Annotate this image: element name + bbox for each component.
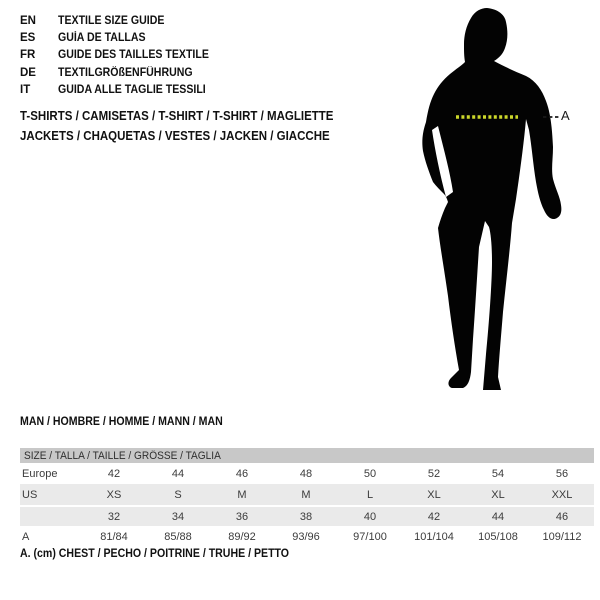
man-silhouette xyxy=(405,6,580,398)
measurement-footnote-text: A. (cm) CHEST / PECHO / POITRINE / TRUHE / PETTO xyxy=(20,548,290,560)
size-table xyxy=(20,448,594,547)
language-row-es xyxy=(20,29,222,46)
language-code: ES xyxy=(20,32,36,45)
size-cell: 46 xyxy=(235,467,249,480)
category-line-jackets xyxy=(20,127,361,147)
size-table-header xyxy=(20,448,594,463)
size-cell: 38 xyxy=(299,510,313,523)
size-cell: 42 xyxy=(107,467,121,480)
measurement-footnote xyxy=(20,548,312,560)
size-cell: L xyxy=(366,488,374,501)
category-label: T-SHIRTS / CAMISETAS / T-SHIRT / T-SHIRT / MAGLIETTE xyxy=(20,109,334,123)
size-cell: XL xyxy=(491,488,505,501)
size-cell: 36 xyxy=(235,510,249,523)
section-heading-text: MAN / HOMBRE / HOMME / MANN / MAN xyxy=(20,416,223,428)
size-cell: S xyxy=(174,488,182,501)
language-row-en xyxy=(20,12,222,29)
size-cell: 54 xyxy=(491,467,505,480)
table-row-europe xyxy=(20,463,594,484)
language-row-de xyxy=(20,64,222,81)
size-cell: 46 xyxy=(555,510,569,523)
language-code: DE xyxy=(20,66,36,79)
size-table-header-text: SIZE / TALLA / TAILLE / GRÖSSE / TAGLIA xyxy=(24,449,221,462)
size-cell: 40 xyxy=(363,510,377,523)
man-silhouette-svg xyxy=(405,6,580,398)
language-title: GUÍA DE TALLAS xyxy=(58,32,146,45)
size-cell: 101/104 xyxy=(414,530,454,543)
size-cell: 109/112 xyxy=(542,530,582,543)
size-cell: 50 xyxy=(363,467,377,480)
language-row-fr xyxy=(20,47,222,64)
size-cell: M xyxy=(237,488,247,501)
size-cell: 34 xyxy=(171,510,185,523)
size-cell: 56 xyxy=(555,467,569,480)
size-cell: XXL xyxy=(551,488,573,501)
language-title: TEXTILE SIZE GUIDE xyxy=(58,14,165,27)
size-cell: XL xyxy=(427,488,441,501)
size-cell: 44 xyxy=(491,510,505,523)
language-title: GUIDE DES TAILLES TEXTILE xyxy=(58,49,209,62)
language-list xyxy=(20,12,222,99)
size-cell: 81/84 xyxy=(100,530,128,543)
size-cell: M xyxy=(301,488,311,501)
category-list xyxy=(20,107,361,146)
language-code: FR xyxy=(20,49,36,62)
size-cell: 85/88 xyxy=(164,530,192,543)
size-cell: 32 xyxy=(107,510,121,523)
size-cell: 93/96 xyxy=(292,530,320,543)
row-label: Europe xyxy=(22,467,58,480)
category-label: JACKETS / CHAQUETAS / VESTES / JACKEN / GIACCHE xyxy=(20,128,330,143)
size-cell: 44 xyxy=(171,467,185,480)
size-cell: 105/108 xyxy=(478,530,518,543)
category-line-tshirts xyxy=(20,107,361,127)
row-label: A xyxy=(22,530,30,543)
size-cell: 42 xyxy=(427,510,441,523)
table-row-us-numeric xyxy=(20,505,594,526)
size-cell: 97/100 xyxy=(353,530,387,543)
language-title: GUIDA ALLE TAGLIE TESSILI xyxy=(58,84,206,97)
measure-label-a: A xyxy=(561,108,570,123)
size-cell: XS xyxy=(106,488,122,501)
table-row-us-letters xyxy=(20,484,594,505)
row-label: US xyxy=(22,488,38,501)
size-cell: 52 xyxy=(427,467,441,480)
language-code: EN xyxy=(20,14,36,27)
language-title: TEXTILGRÖßENFÜHRUNG xyxy=(58,66,193,79)
man-body-shape xyxy=(422,8,561,390)
section-heading-man xyxy=(20,416,240,428)
table-row-chest-cm xyxy=(20,526,594,547)
size-cell: 48 xyxy=(299,467,313,480)
language-code: IT xyxy=(20,84,31,97)
language-row-it xyxy=(20,82,222,99)
size-cell: 89/92 xyxy=(228,530,256,543)
